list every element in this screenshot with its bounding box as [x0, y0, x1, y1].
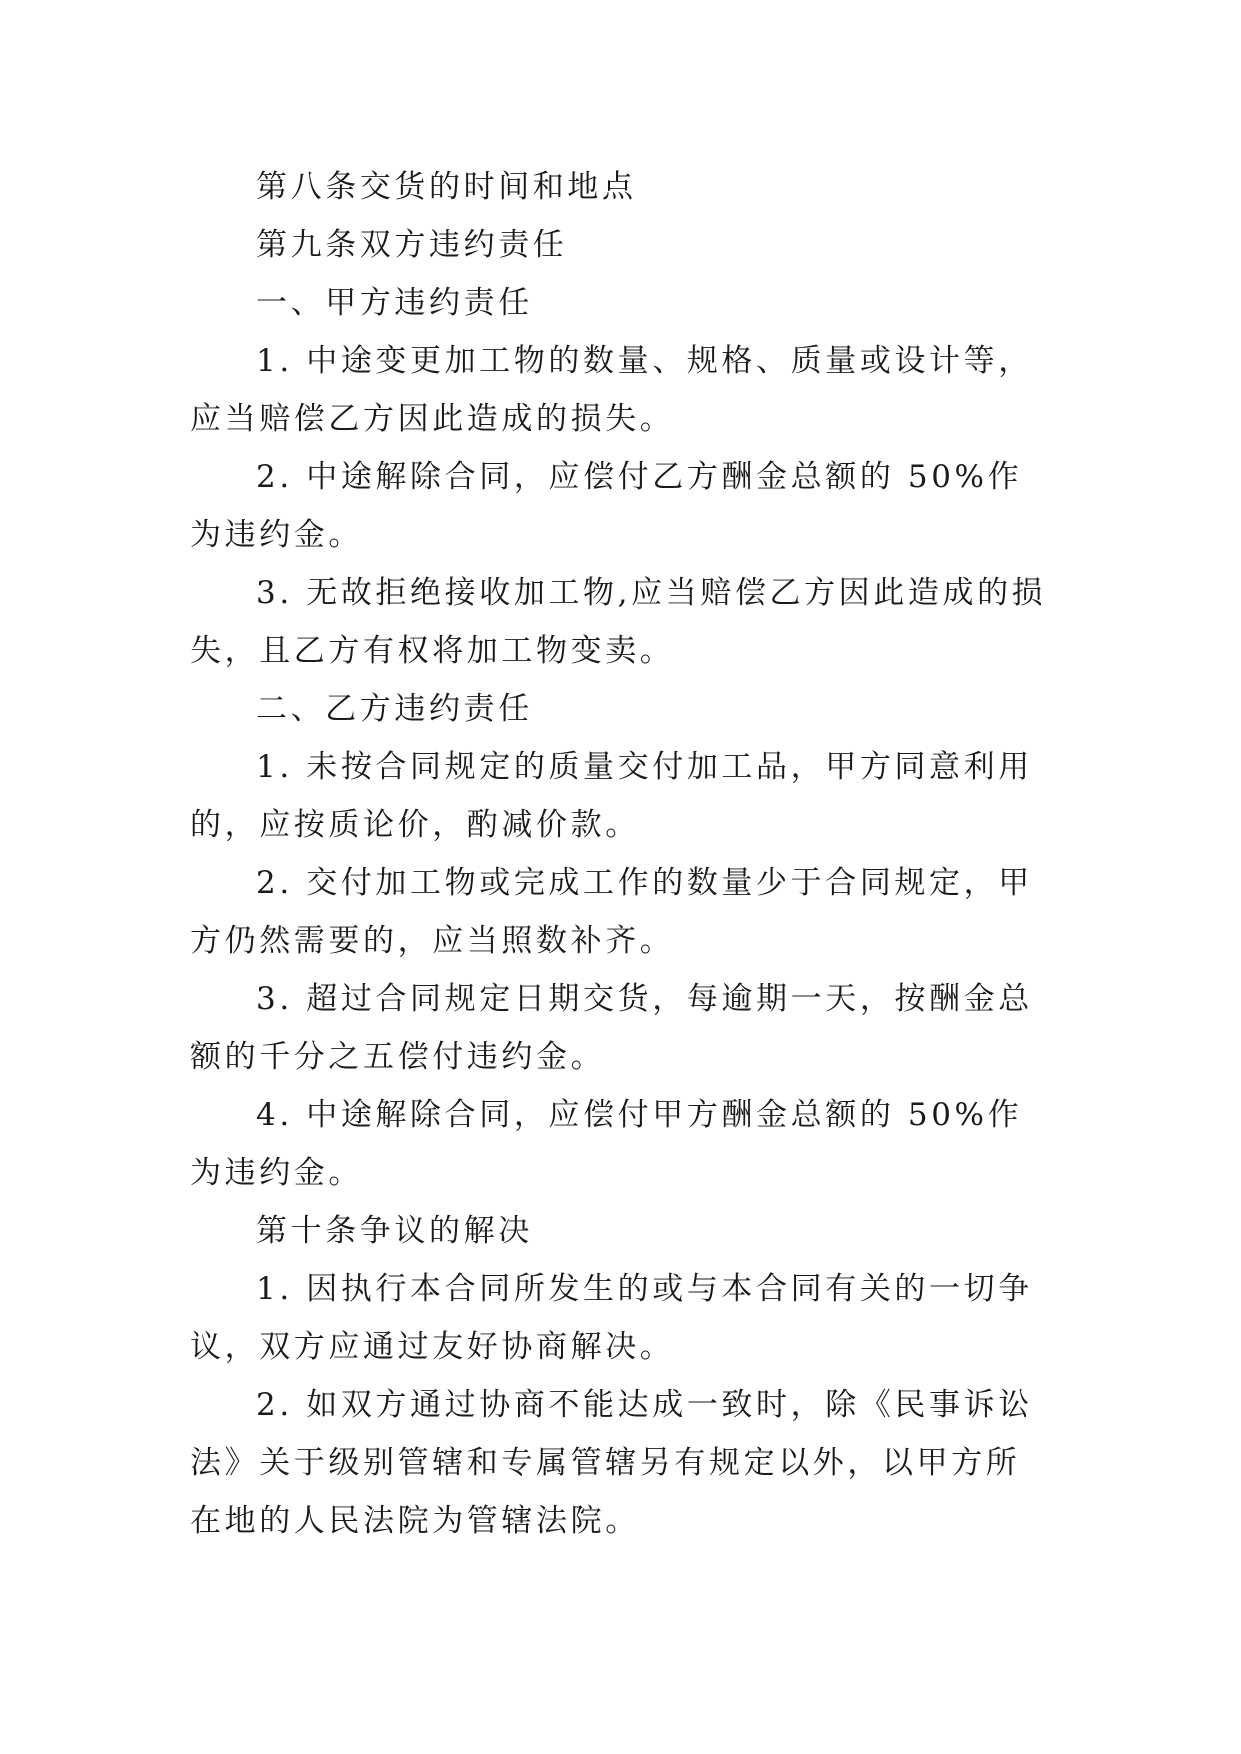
party-b-clause-2: 2. 交付加工物或完成工作的数量少于合同规定，甲方仍然需要的，应当照数补齐。 [190, 865, 1033, 959]
dispute-clause-2: 2. 如双方通过协商不能达成一致时，除《民事诉讼法》关于级别管辖和专属管辖另有规定以外，以甲方所在地的人民法院为管辖法院。 [190, 1387, 1033, 1539]
party-b-clause-3: 3. 超过合同规定日期交货，每逾期一天，按酬金总额的千分之五偿付违约金。 [190, 981, 1033, 1075]
document-body [190, 158, 1050, 1550]
article-9-heading: 第九条双方违约责任 [256, 227, 568, 263]
party-a-clause-2: 2. 中途解除合同，应偿付乙方酬金总额的 50%作为违约金。 [190, 459, 1023, 553]
party-a-liability-heading: 一、甲方违约责任 [256, 285, 533, 321]
party-b-liability-heading: 二、乙方违约责任 [256, 691, 533, 727]
dispute-clause-1: 1. 因执行本合同所发生的或与本合同有关的一切争议，双方应通过友好协商解决。 [190, 1271, 1033, 1365]
article-10-heading: 第十条争议的解决 [256, 1213, 533, 1249]
party-a-clause-1: 1. 中途变更加工物的数量、规格、质量或设计等，应当赔偿乙方因此造成的损失。 [190, 343, 1033, 437]
article-8-heading: 第八条交货的时间和地点 [256, 169, 637, 205]
party-b-clause-1: 1. 未按合同规定的质量交付加工品，甲方同意利用的，应按质论价，酌减价款。 [190, 749, 1033, 843]
party-a-clause-3: 3. 无故拒绝接收加工物,应当赔偿乙方因此造成的损失，且乙方有权将加工物变卖。 [190, 575, 1047, 669]
party-b-clause-4: 4. 中途解除合同，应偿付甲方酬金总额的 50%作为违约金。 [190, 1097, 1023, 1191]
